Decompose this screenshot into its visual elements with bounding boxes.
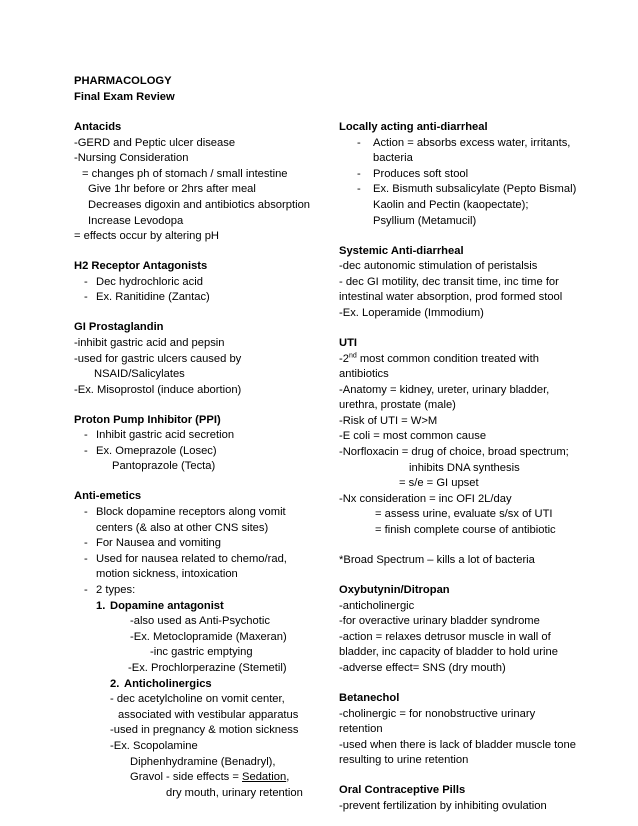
item-label: Dopamine antagonist [110,599,224,612]
list-item-text: Ex. Bismuth subsalicylate (Pepto Bismal) [373,183,577,196]
section-heading: Locally acting anti-diarrheal [339,121,488,133]
text-line: -Norfloxacin = drug of choice, broad spectrum; [339,446,569,459]
text-span: most common condition treated with [356,352,539,365]
text-line: retention [339,723,383,736]
section-heading: Betanechol [339,691,400,704]
bullet-dash: - [357,167,361,180]
section-anti-emetics [74,489,330,801]
section-locally-acting-anti-diarrheal [339,120,577,229]
text-line: Increase Levodopa [88,214,184,227]
text-line: Psyllium (Metamucil) [373,214,477,227]
text-line [74,770,330,786]
section-proton-pump-inhibitor [74,413,330,475]
text-line: -action = relaxes detrusor muscle in wall of [339,630,551,643]
text-line: -anticholinergic [339,599,415,612]
document-subtitle: Final Exam Review [74,90,175,103]
section-betanechol [339,691,576,769]
text-line: intestinal water absorption, prod formed stool [339,291,563,304]
text-line: Give 1hr before or 2hrs after meal [88,183,256,196]
document-title: PHARMACOLOGY [74,75,172,87]
text-line: associated with vestibular apparatus [118,708,299,721]
text-line: -Ex. Prochlorperazine (Stemetil) [128,661,287,674]
document-header [74,74,324,105]
bullet-dash: - [357,183,361,196]
text-line: urethra, prostate (male) [339,399,456,412]
item-number: 1. [96,599,106,612]
list-item [74,444,330,460]
bullet-dash: - [357,136,361,149]
bullet-dash: - [84,537,88,550]
text-line: -GERD and Peptic ulcer disease [74,136,236,149]
left-column [74,120,330,801]
text-line: -cholinergic = for nonobstructive urinary [339,707,536,720]
text-line: = changes ph of stomach / small intestine [82,167,288,180]
text-line [339,352,571,368]
text-span: -2 [339,352,349,365]
text-line: -inc gastric emptying [150,646,253,659]
broad-spectrum-note: *Broad Spectrum – kills a lot of bacteria [339,554,535,567]
list-item [339,167,571,183]
list-item-text: Ex. Ranitidine (Zantac) [96,291,210,304]
section-uti [339,336,571,539]
list-item-text: Inhibit gastric acid secretion [96,429,235,442]
text-line: -Nx consideration = inc OFI 2L/day [339,492,512,505]
bullet-dash: - [84,275,88,288]
bullet-dash: - [84,429,88,442]
list-item-text: For Nausea and vomiting [96,537,221,550]
text-line: -used when there is lack of bladder muscle tone [339,738,576,751]
text-line: Pantoprazole (Tecta) [112,460,216,473]
list-item [74,428,330,444]
list-item-text: 2 types: [96,584,136,596]
section-heading: UTI [339,336,358,349]
text-line: -Ex. Loperamide (Immodium) [339,306,484,319]
section-heading: Oral Contraceptive Pills [339,784,466,797]
bullet-dash: - [84,506,88,519]
text-line: Kaolin and Pectin (kaopectate); [373,198,529,211]
section-heading: Oxybutynin/Ditropan [339,584,450,596]
list-item [339,136,571,152]
text-line: NSAID/Salicylates [94,368,185,381]
list-item-text: Block dopamine receptors along vomit [96,506,286,519]
bullet-dash: - [84,584,88,596]
text-line: resulting to urine retention [339,754,469,767]
text-line: = finish complete course of antibiotic [375,524,556,537]
list-item [74,290,330,306]
list-item [74,583,330,599]
numbered-item [96,599,330,615]
section-heading: Anti-emetics [74,490,142,503]
bullet-dash: - [84,444,88,457]
superscript: nd [348,351,357,359]
text-line: = assess urine, evaluate s/sx of UTI [375,508,553,521]
text-line: dry mouth, urinary retention [166,786,303,799]
text-line: -E coli = most common cause [339,430,487,443]
text-line: bladder, inc capacity of bladder to hold urine [339,646,558,659]
text-line: -inhibit gastric acid and pepsin [74,336,225,349]
list-item [74,275,330,291]
text-line: -Nursing Consideration [74,152,189,165]
text-line: -dec autonomic stimulation of peristalsis [339,260,538,273]
bullet-dash: - [84,291,88,304]
item-number: 2. [110,677,120,690]
list-item-text: Produces soft stool [373,167,469,180]
text-line: -Anatomy = kidney, ureter, urinary bladder, [339,383,550,396]
text-line: -for overactive urinary bladder syndrome [339,615,540,628]
section-heading: Systemic Anti-diarrheal [339,244,464,257]
text-line: Diphenhydramine (Benadryl), [130,755,276,768]
bullet-dash: - [84,552,88,565]
text-line: = s/e = GI upset [399,477,479,490]
underlined-text: Sedation [242,771,287,784]
text-line: - dec acetylcholine on vomit center, [110,693,285,706]
text-line: -Ex. Metoclopramide (Maxeran) [130,630,287,643]
text-line: centers (& also at other CNS sites) [96,521,269,534]
list-item-text: Used for nausea related to chemo/rad, [96,552,287,565]
text-line: -adverse effect= SNS (dry mouth) [339,661,506,674]
section-heading: Antacids [74,121,122,133]
right-column [339,120,577,815]
section-gi-prostaglandin [74,320,330,398]
text-span: Gravol - side effects = [130,771,243,784]
list-item [74,552,330,568]
text-line: inhibits DNA synthesis [409,461,520,474]
numbered-item [110,677,330,693]
text-line: = effects occur by altering pH [74,230,219,243]
list-item-text: Dec hydrochloric acid [96,275,203,288]
list-item-text: Ex. Omeprazole (Losec) [96,444,217,457]
list-item [74,536,330,552]
list-item [339,182,577,198]
text-line: -Ex. Scopolamine [110,739,198,752]
text-line: - dec GI motility, dec transit time, inc time for [339,275,559,288]
section-oxybutynin [339,583,571,677]
section-oral-contraceptive-pills [339,783,571,814]
text-line: -Ex. Misoprostol (induce abortion) [74,383,242,396]
section-heading: H2 Receptor Antagonists [74,260,208,273]
list-item [74,505,330,521]
text-line: bacteria [373,152,413,165]
section-antacids [74,120,330,245]
section-systemic-anti-diarrheal [339,244,571,322]
text-line: motion sickness, intoxication [96,568,238,581]
section-heading: Proton Pump Inhibitor (PPI) [74,413,221,426]
text-line: -Risk of UTI = W>M [339,414,438,427]
item-label: Anticholinergics [124,677,212,690]
section-h2-receptor-antagonists [74,259,330,306]
text-line: -used in pregnancy & motion sickness [110,724,299,737]
section-heading: GI Prostaglandin [74,321,164,334]
text-line: -also used as Anti-Psychotic [130,615,270,628]
list-item-text: Action = absorbs excess water, irritants, [373,136,571,149]
text-line: antibiotics [339,368,389,381]
text-span: , [286,771,290,784]
text-line: Decreases digoxin and antibiotics absorption [88,198,311,211]
text-line: -used for gastric ulcers caused by [74,352,242,365]
text-line: -prevent fertilization by inhibiting ovulation [339,799,547,812]
